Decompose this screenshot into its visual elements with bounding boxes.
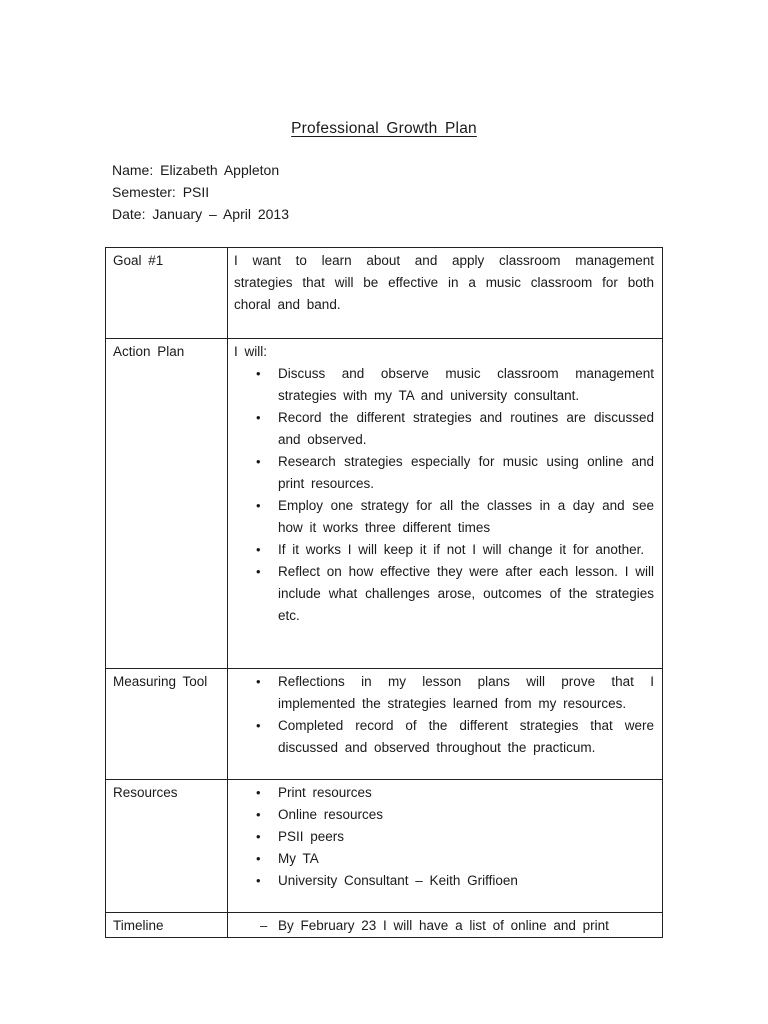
measuring-tool-list [234,671,654,759]
resources-cell [228,780,663,913]
timeline-list [234,915,654,937]
growth-plan-table [105,247,663,938]
list-item: – By February 23 I will have a list of online and print [234,915,654,937]
action-plan-cell [228,339,663,669]
table-row-timeline [106,913,663,938]
list-item: • Online resources [234,804,654,826]
action-plan-list [234,363,654,627]
measuring-tool-cell [228,669,663,780]
list-item: • PSII peers [234,826,654,848]
action-plan-label: Action Plan [106,339,228,669]
table-row-resources [106,780,663,913]
document-title: Professional Growth Plan [291,120,477,137]
measuring-tool-label: Measuring Tool [106,669,228,780]
action-plan-intro: I will: [234,344,267,359]
date-line: Date: January – April 2013 [112,206,289,222]
list-item: • Print resources [234,782,654,804]
list-item: • Record the different strategies and routines are discussed and observed. [234,407,654,451]
list-item: • Reflections in my lesson plans will prove that I implemented the strategies learned from my resources. [234,671,654,715]
timeline-label: Timeline [106,913,228,938]
table-row-goal [106,248,663,339]
list-item: • Completed record of the different strategies that were discussed and observed throughout the practicum. [234,715,654,759]
list-item: • If it works I will keep it if not I will change it for another. [234,539,654,561]
list-item: • My TA [234,848,654,870]
table-row-action-plan [106,339,663,669]
list-item: • Research strategies especially for music using online and print resources. [234,451,654,495]
list-item: • University Consultant – Keith Griffioen [234,870,654,892]
goal-cell [228,248,663,339]
timeline-cell [228,913,663,938]
resources-list [234,782,654,892]
name-line: Name: Elizabeth Appleton [112,162,280,178]
resources-label: Resources [106,780,228,913]
semester-line: Semester: PSII [112,184,210,200]
list-item: • Reflect on how effective they were after each lesson. I will include what challenges arose, outcomes of the strategies etc. [234,561,654,627]
goal-text: I want to learn about and apply classroom management strategies that will be effective in a music classroom for both choral and band. [234,253,654,312]
goal-label: Goal #1 [106,248,228,339]
list-item: • Employ one strategy for all the classes in a day and see how it works three different times [234,495,654,539]
table-row-measuring-tool [106,669,663,780]
document-meta [112,159,289,225]
list-item: • Discuss and observe music classroom management strategies with my TA and university consultant. [234,363,654,407]
